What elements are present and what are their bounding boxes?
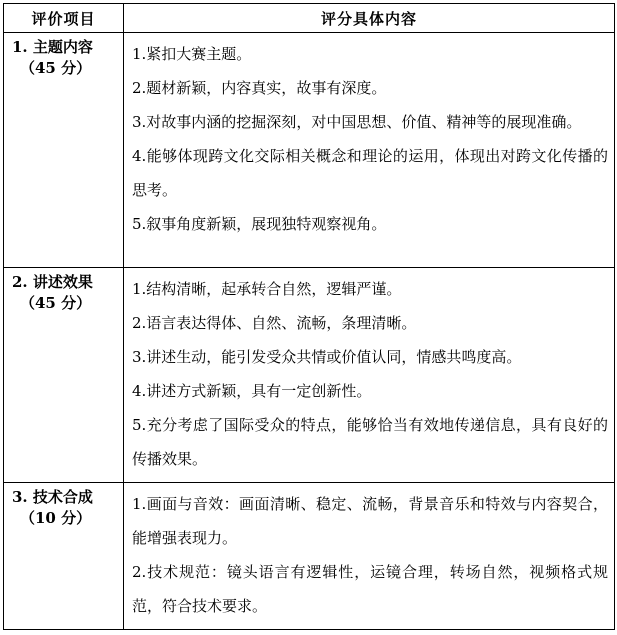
criteria-item: 4.能够体现跨文化交际相关概念和理论的运用，体现出对跨文化传播的思考。 [132, 147, 608, 199]
category-points: （45 分） [20, 59, 92, 77]
criteria-item: 3.讲述生动，能引发受众共情或价值认同，情感共鸣度高。 [132, 348, 522, 366]
category-name: 1. 主题内容 [12, 38, 93, 56]
category-name: 2. 讲述效果 [12, 273, 93, 291]
table-row-narration [4, 268, 615, 483]
category-cell [4, 268, 124, 483]
criteria-item: 5.充分考虑了国际受众的特点，能够恰当有效地传递信息，具有良好的传播效果。 [132, 416, 608, 468]
table-row-theme [4, 33, 615, 268]
table-row-technical [4, 483, 615, 630]
content-cell [124, 483, 615, 630]
category-points: （10 分） [20, 509, 92, 527]
criteria-item: 3.对故事内涵的挖掘深刻，对中国思想、价值、精神等的展现准确。 [132, 113, 582, 131]
header-row [4, 4, 615, 33]
header-content: 评分具体内容 [124, 4, 615, 33]
scoring-table [3, 3, 615, 630]
criteria-item: 5.叙事角度新颖，展现独特观察视角。 [132, 215, 387, 233]
category-name: 3. 技术合成 [12, 488, 93, 506]
criteria-item: 2.技术规范：镜头语言有逻辑性，运镜合理，转场自然，视频格式规范，符合技术要求。 [132, 563, 608, 615]
criteria-item: 2.语言表达得体、自然、流畅，条理清晰。 [132, 314, 417, 332]
criteria-item: 1.结构清晰，起承转合自然，逻辑严谨。 [132, 280, 402, 298]
criteria-item: 1.紧扣大赛主题。 [132, 45, 252, 63]
category-points: （45 分） [20, 294, 92, 312]
content-cell [124, 33, 615, 268]
content-cell [124, 268, 615, 483]
category-cell [4, 33, 124, 268]
criteria-item: 2.题材新颖，内容真实，故事有深度。 [132, 79, 387, 97]
criteria-item: 1.画面与音效：画面清晰、稳定、流畅，背景音乐和特效与内容契合，能增强表现力。 [132, 495, 608, 547]
criteria-item: 4.讲述方式新颖，具有一定创新性。 [132, 382, 372, 400]
category-cell [4, 483, 124, 630]
header-category: 评价项目 [4, 4, 124, 33]
